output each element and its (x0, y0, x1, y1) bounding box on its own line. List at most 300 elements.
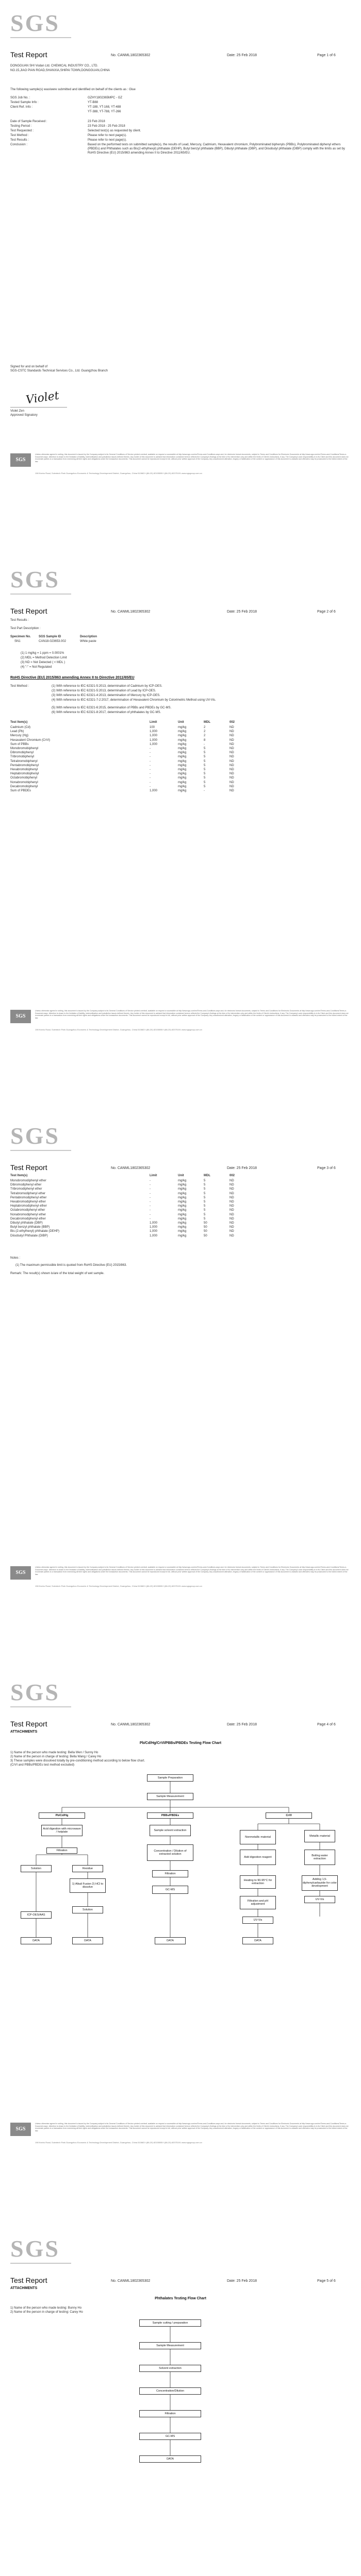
table-cell: Decabromobiphenyl (10, 785, 38, 788)
field-label: Date of Sample Received : (10, 120, 47, 123)
method-item: (1) With reference to IEC 62321-5:2013, determination of Cadmium by ICP-OES. (52, 685, 162, 688)
table-cell: 5 (204, 1188, 206, 1191)
flow-box: Boiling water extraction (304, 1850, 335, 1865)
table-cell: 1,000 (150, 1226, 158, 1229)
table-cell: - (150, 1192, 151, 1195)
table-cell: Pentabromobiphenyl (10, 764, 39, 767)
flow-box: Heating to 90-95°C for extraction (240, 1875, 276, 1889)
report-number: No. CANML1802365302 (111, 610, 151, 614)
table-cell: Dibromobiphenyl (10, 751, 34, 755)
page-2 (0, 556, 361, 1113)
flow-box: GC-MS (152, 1886, 188, 1894)
flow-box: CrVI (266, 1812, 312, 1819)
field-value: Please refer to next page(s). (88, 139, 127, 142)
table-cell: - (150, 759, 151, 763)
report-title: Test Report (10, 2276, 47, 2284)
table-cell: mg/kg (178, 1217, 187, 1221)
table-cell: ND (229, 1205, 234, 1208)
sgs-badge: SGS (10, 1566, 31, 1580)
report-title: Test Report (10, 1163, 47, 1172)
flow-box: Solution (72, 1906, 103, 1913)
table-cell: ND (229, 1222, 234, 1225)
table-header: Test Item(s) (10, 721, 28, 724)
flow-box: Nonmetallic material (240, 1830, 276, 1844)
table-cell: Dibutyl phthalate (DBP) (10, 1222, 43, 1225)
field-label: Test Results : (10, 139, 29, 142)
report-number: No. CANML1802365302 (111, 2279, 151, 2283)
footer-terms: Unless otherwise agreed in writing, this document is issued by the Company subject to its General Conditions of Service printed overleaf, available on request or accessible at http://www.sgs.com/en/Terms-and-Conditions.aspx and, for electronic format documents, subject to Terms and Conditions for Electronic Documents at http://www.sgs.com/en/Terms-and-Conditions/Terms-e-Document.aspx. Attention is drawn to the limitation of liability, indemnification and jurisdiction issues defined therein. Any holder of this document is advised that information contained hereon reflects the Company's findings at the time of its intervention only and within the limits of Client's instructions, if any. The Company's sole responsibility is to its Client and this document does not exonerate parties to a transaction from exercising all their rights and obligations under the transaction documents. This document cannot be reproduced except in full, without prior written approval of the Company. Any unauthorized alteration, forgery or falsification of the content or appearance of this document is unlawful and offenders may be prosecuted to the fullest extent of the law. (35, 1566, 349, 1575)
table-cell: Nonabromodiphenyl ether (10, 1213, 46, 1216)
signed-for: Signed for and on behalf of (10, 365, 48, 368)
method-item: (4) With reference to IEC 62321-7-2:2017, determination of Hexavalent Chromium by Colorimetric Method using UV-Vis. (52, 699, 216, 702)
table-cell: ND (229, 1217, 234, 1221)
table-cell: ND (229, 1213, 234, 1216)
field-value: GZHY1802365MPC - GZ (88, 96, 123, 99)
flow-box: Filtration (152, 1870, 188, 1877)
report-number: No. CANML1802365302 (111, 1166, 151, 1170)
sgs-badge: SGS (10, 1010, 31, 1023)
table-cell: Octabromobiphenyl (10, 776, 38, 780)
table-cell: - (150, 751, 151, 755)
table-cell: mg/kg (178, 747, 187, 750)
sgs-logo: SGS (10, 566, 60, 592)
field-label: SGS Job No. : (10, 96, 30, 99)
flow-box: Acid digestion with microwave / hotplate (41, 1825, 83, 1836)
flow-box: UV-Vis (242, 1917, 273, 1924)
flow-box: Sample Measurement (139, 2342, 201, 2349)
signature: Violet (25, 389, 60, 407)
results-label: Test Results : (10, 619, 29, 622)
table-cell: 50 (204, 1222, 207, 1225)
table-cell: mg/kg (178, 759, 187, 763)
table-cell: ND (229, 755, 234, 759)
table-cell: ND (229, 1188, 234, 1191)
footer-terms: Unless otherwise agreed in writing, this document is issued by the Company subject to its General Conditions of Service printed overleaf, available on request or accessible at http://www.sgs.com/en/Terms-and-Conditions.aspx and, for electronic format documents, subject to Terms and Conditions for Electronic Documents at http://www.sgs.com/en/Terms-and-Conditions/Terms-e-Document.aspx. Attention is drawn to the limitation of liability, indemnification and jurisdiction issues defined therein. Any holder of this document is advised that information contained hereon reflects the Company's findings at the time of its intervention only and within the limits of Client's instructions, if any. The Company's sole responsibility is to its Client and this document does not exonerate parties to a transaction from exercising all their rights and obligations under the transaction documents. This document cannot be reproduced except in full, without prior written approval of the Company. Any unauthorized alteration, forgery or falsification of the content or appearance of this document is unlawful and offenders may be prosecuted to the fullest extent of the law. (35, 1010, 349, 1019)
table-cell: - (204, 789, 205, 792)
table-cell: 100 (150, 726, 155, 729)
table-cell: mg/kg (178, 1200, 187, 1204)
table-cell: ND (229, 789, 234, 792)
field-value: 23 Feb 2018 (88, 120, 105, 123)
table-cell: ND (229, 1209, 234, 1212)
field-value: YT-388, YT-788, YT-266 (88, 110, 121, 113)
flow-box: Sample Measurement (147, 1793, 193, 1800)
table-cell: mg/kg (178, 751, 187, 755)
table-cell: - (150, 785, 151, 788)
footer-address: 198 Kezhu Road, Scientech Park Guangzhou Economic & Technology Development District, Guangzhou, China 510663 t (86-20) 82155555 f (86-20) 82075191 www.sgsgroup.com.cn (35, 1585, 202, 1587)
table-cell: - (204, 742, 205, 746)
table-cell: Hexabromodiphenyl ether (10, 1200, 46, 1204)
flow-box: UV-Vis (304, 1896, 335, 1903)
chart-note: 1) Name of the person who made testing: Bunny Ho (10, 2307, 82, 2310)
table-cell: 5 (204, 1196, 206, 1199)
table-cell: mg/kg (178, 1209, 187, 1212)
spec-cell: CAN18-023653.002 (39, 640, 67, 643)
table-header: Unit (178, 1174, 184, 1177)
table-cell: 1,000 (150, 742, 158, 746)
conclusion-text: Based on the performed tests on submitted sample(s), the results of Lead, Mercury, Cadmium, Hexavalent chromium, Polybrominated biphenyls (PBBs), Polybrominated diphenyl ethers (PBDEs) and Phthalates such as Bis(2-ethylhexyl) phthalate (DEHP), Butyl benzyl phthalate (BBP), Dibutyl phthalate (DBP), and Diisobutyl phthalate (DIBP) comply with the limits as set by RoHS Directive (EU) 2015/863 amending Annex II to Directive 2011/65/EU. (88, 143, 345, 155)
flow-box: ICP-OES/AAS (21, 1911, 52, 1919)
table-cell: 5 (204, 751, 206, 755)
page-4 (0, 1669, 361, 2226)
flow-box: Concentration / Dilution of extracted solution (147, 1844, 193, 1861)
flow-box: Filtration and pH adjustment (240, 1896, 276, 1909)
report-title: Test Report (10, 50, 47, 59)
spec-cell: SN1 (14, 640, 21, 643)
table-cell: mg/kg (178, 1183, 187, 1187)
table-cell: Octabromodiphenyl ether (10, 1209, 45, 1212)
table-cell: Tetrabromobiphenyl (10, 759, 38, 763)
flow-box: DATA (139, 2455, 201, 2463)
table-cell: 50 (204, 1226, 207, 1229)
table-cell: 2 (204, 730, 206, 734)
field-value: Please refer to next page(s). (88, 134, 127, 137)
table-cell: - (150, 747, 151, 750)
table-cell: Pentabromodiphenyl ether (10, 1196, 47, 1199)
remark: (1) 1 mg/kg = 1 ppm = 0.0001% (21, 652, 64, 655)
table-cell: Heptabromodiphenyl ether (10, 1205, 47, 1208)
table-header: Limit (150, 1174, 157, 1177)
table-cell: 1,000 (150, 1222, 158, 1225)
table-cell: Monobromodiphenyl ether (10, 1179, 46, 1182)
field-value: Selected test(s) as requested by client. (88, 129, 141, 132)
flow-box: Pb/Cd/Hg (39, 1812, 85, 1819)
table-cell: mg/kg (178, 776, 187, 780)
page-1 (0, 0, 361, 556)
flow-box: DATA (21, 1937, 52, 1944)
flow-chart-title: Phthalates Testing Flow Chart (155, 2297, 206, 2300)
table-cell: - (150, 1217, 151, 1221)
method-item: (5) With reference to IEC 62321-6:2015, determination of PBBs and PBDEs by GC-MS. (52, 706, 172, 709)
report-number: No. CANML1802365302 (111, 1723, 151, 1726)
table-cell: - (150, 1209, 151, 1212)
table-cell: Tribromobiphenyl (10, 755, 35, 759)
table-cell: Hexavalent Chromium (CrVI) (10, 738, 51, 742)
flow-box: Metallic material (304, 1830, 335, 1842)
table-cell: mg/kg (178, 781, 187, 784)
table-header: MDL (204, 721, 210, 724)
table-cell: 5 (204, 1200, 206, 1204)
remark: (2) MDL = Method Detection Limit (21, 656, 67, 659)
flow-box: Concentration/Dilution (139, 2387, 201, 2395)
client-address: NO.15,JIAO PIAN ROAD,SHANXIA,SHIPAI TOWN,DONGGUAN,CHINA (10, 69, 110, 72)
table-header: 002 (229, 721, 235, 724)
table-cell: mg/kg (178, 1213, 187, 1216)
table-cell: 5 (204, 785, 206, 788)
report-title: Test Report (10, 607, 47, 615)
notes-label: Notes : (10, 1257, 21, 1260)
table-cell: - (150, 776, 151, 780)
table-cell: mg/kg (178, 726, 187, 729)
table-cell: mg/kg (178, 755, 187, 759)
page-number: Page 4 of 6 (317, 1723, 336, 1726)
flow-box: Solvent extraction (139, 2365, 201, 2372)
flow-box: DATA (72, 1937, 103, 1944)
table-cell: mg/kg (178, 764, 187, 767)
table-cell: - (150, 1205, 151, 1208)
table-cell: ND (229, 1196, 234, 1199)
table-cell: 5 (204, 747, 206, 750)
report-date: Date: 25 Feb 2018 (227, 2279, 257, 2283)
footer-terms: Unless otherwise agreed in writing, this document is issued by the Company subject to its General Conditions of Service printed overleaf, available on request or accessible at http://www.sgs.com/en/Terms-and-Conditions.aspx and, for electronic format documents, subject to Terms and Conditions for Electronic Documents at http://www.sgs.com/en/Terms-and-Conditions/Terms-e-Document.aspx. Attention is drawn to the limitation of liability, indemnification and jurisdiction issues defined therein. Any holder of this document is advised that information contained hereon reflects the Company's findings at the time of its intervention only and within the limits of Client's instructions, if any. The Company's sole responsibility is to its Client and this document does not exonerate parties to a transaction from exercising all their rights and obligations under the transaction documents. This document cannot be reproduced except in full, without prior written approval of the Company. Any unauthorized alteration, forgery or falsification of the content or appearance of this document is unlawful and offenders may be prosecuted to the fullest extent of the law. (35, 2123, 349, 2132)
table-cell: mg/kg (178, 789, 187, 792)
part-label: Test Part Description : (10, 627, 41, 630)
report-date: Date: 25 Feb 2018 (227, 1723, 257, 1726)
flow-box: Filtration (139, 2410, 201, 2417)
chart-note: 3) These samples were dissolved totally by pre-conditioning method according to below flow chart. (10, 1759, 145, 1762)
table-cell: mg/kg (178, 1234, 187, 1238)
table-cell: mg/kg (178, 1222, 187, 1225)
table-cell: - (150, 1213, 151, 1216)
sgs-badge: SGS (10, 2123, 31, 2136)
table-cell: - (150, 1200, 151, 1204)
field-value: YT-B88 (88, 101, 99, 104)
table-header: Unit (178, 721, 184, 724)
table-cell: Mercury (Hg) (10, 734, 29, 738)
table-header: 002 (229, 1174, 235, 1177)
logo-underline (10, 37, 71, 38)
table-cell: Heptabromobiphenyl (10, 772, 39, 776)
table-cell: 1,000 (150, 738, 158, 742)
sgs-logo: SGS (10, 1679, 60, 1705)
table-cell: 5 (204, 1213, 206, 1216)
table-cell: 1,000 (150, 1230, 158, 1233)
sgs-logo: SGS (10, 2235, 60, 2262)
table-cell: 5 (204, 1179, 206, 1182)
intro-text: The following sample(s) was/were submitted and identified on behalf of the clients as : Glue (10, 88, 136, 91)
table-cell: ND (229, 785, 234, 788)
table-cell: mg/kg (178, 1205, 187, 1208)
table-cell: Butyl benzyl phthalate (BBP) (10, 1226, 50, 1229)
flow-box: 1) Alkali Fusion 2) HCl to dissolve (70, 1878, 106, 1893)
table-cell: 1,000 (150, 734, 158, 738)
flow-box: Sample solvent extraction (150, 1825, 191, 1836)
table-cell: Decabromodiphenyl ether (10, 1217, 46, 1221)
table-cell: mg/kg (178, 738, 187, 742)
page-number: Page 3 of 6 (317, 1166, 336, 1170)
table-cell: ND (229, 776, 234, 780)
method-label: Test Method : (10, 685, 29, 688)
table-cell: Diisobutyl Phthalate (DIBP) (10, 1234, 48, 1238)
footer-address: 198 Kezhu Road, Scientech Park Guangzhou Economic & Technology Development District, Guangzhou, China 510663 t (86-20) 82155555 f (86-20) 82075191 www.sgsgroup.com.cn (35, 2141, 202, 2144)
table-cell: - (150, 768, 151, 771)
flow-box: GC-MS (139, 2433, 201, 2440)
table-cell: 5 (204, 764, 206, 767)
conclusion-label: Conclusion : (10, 143, 28, 146)
flow-box: Sample Preparation (147, 1774, 193, 1782)
table-cell: mg/kg (178, 1226, 187, 1229)
table-cell: 2 (204, 734, 206, 738)
flow-box: Adding 1,5-diphenylcarbazide for color development (302, 1875, 338, 1891)
table-cell: 5 (204, 776, 206, 780)
attachments-label: ATTACHMENTS (10, 2286, 38, 2290)
chart-note: 2) Name of the person in charge of testing: Carey Ho (10, 2311, 83, 2314)
page-number: Page 2 of 6 (317, 610, 336, 614)
table-cell: ND (229, 751, 234, 755)
table-cell: 1,000 (150, 789, 158, 792)
signer-title: Approved Signatory (10, 414, 38, 417)
signer-name: Violet Zen (10, 410, 24, 413)
table-cell: mg/kg (178, 1230, 187, 1233)
field-label: Test Method : (10, 134, 29, 137)
table-header: Test Item(s) (10, 1174, 28, 1177)
table-cell: Dibromodiphenyl ether (10, 1183, 42, 1187)
remark: (4) "-" = Not Regulated (21, 666, 52, 669)
spec-header: SGS Sample ID (39, 635, 61, 638)
table-cell: 5 (204, 1209, 206, 1212)
section-title: RoHS Directive (EU) 2015/863 amending Annex II to Directive 2011/65/EU (10, 676, 135, 680)
table-cell: Tetrabromodiphenyl ether (10, 1192, 46, 1195)
table-cell: 5 (204, 1192, 206, 1195)
table-cell: ND (229, 1200, 234, 1204)
chart-note: 1) Name of the person who made testing: Bella Wen / Sunny Ho (10, 1751, 99, 1754)
flow-connectors (0, 2226, 361, 2576)
table-cell: ND (229, 781, 234, 784)
field-value: YT-188, YT-168, YT-488 (88, 106, 121, 109)
table-cell: 5 (204, 1217, 206, 1221)
flow-box: DATA (155, 1937, 186, 1944)
spec-cell: White paste (80, 640, 96, 643)
report-number: No. CANML1802365302 (111, 54, 151, 57)
table-cell: Nonabromobiphenyl (10, 781, 38, 784)
table-header: MDL (204, 1174, 210, 1177)
sgs-logo: SGS (10, 10, 60, 36)
table-cell: 8 (204, 738, 206, 742)
table-cell: 50 (204, 1234, 207, 1238)
table-cell: Hexabromobiphenyl (10, 768, 38, 771)
table-cell: ND (229, 764, 234, 767)
table-cell: ND (229, 768, 234, 771)
signed-org: SGS-CSTC Standards Technical Services Co., Ltd. Guangzhou Branch (10, 369, 108, 372)
table-cell: mg/kg (178, 1188, 187, 1191)
table-cell: - (150, 781, 151, 784)
table-cell: ND (229, 726, 234, 729)
table-cell: Cadmium (Cd) (10, 726, 31, 729)
table-cell: mg/kg (178, 1196, 187, 1199)
table-cell: - (150, 1183, 151, 1187)
signature-line (10, 407, 67, 408)
table-cell: 5 (204, 759, 206, 763)
table-cell: ND (229, 759, 234, 763)
sgs-badge: SGS (10, 453, 31, 467)
logo-underline (10, 1150, 71, 1151)
method-item: (3) With reference to IEC 62321-4:2013, determination of Mercury by ICP-OES. (52, 694, 160, 697)
flow-box: Filtration (46, 1848, 77, 1854)
table-cell: Monobromobiphenyl (10, 747, 39, 750)
spec-header: Specimen No. (10, 635, 31, 638)
table-cell: mg/kg (178, 734, 187, 738)
table-cell: 2 (204, 726, 206, 729)
client-name: DONGGUAN SHI Vodan Ltd. CHEMICAL INDUSTRY CO., LTD. (10, 64, 99, 67)
table-cell: ND (229, 772, 234, 776)
table-cell: Sum of PBDEs (10, 789, 31, 792)
report-date: Date: 25 Feb 2018 (227, 54, 257, 57)
page-3 (0, 1113, 361, 1669)
field-label: Test Requested : (10, 129, 34, 132)
table-cell: ND (229, 738, 234, 742)
table-cell: 1,000 (150, 1234, 158, 1238)
spec-header: Description (80, 635, 97, 638)
table-cell: ND (229, 747, 234, 750)
table-cell: 5 (204, 1183, 206, 1187)
table-cell: ND (229, 1226, 234, 1229)
table-cell: - (150, 1196, 151, 1199)
footer-address: 198 Kezhu Road, Scientech Park Guangzhou Economic & Technology Development District, Guangzhou, China 510663 t (86-20) 82155555 f (86-20) 82075191 www.sgsgroup.com.cn (35, 1028, 202, 1031)
method-item: (6) With reference to IEC 62321-8:2017, determination of phthalates by GC-MS. (52, 711, 161, 714)
table-cell: Lead (Pb) (10, 730, 24, 734)
page-number: Page 5 of 6 (317, 2279, 336, 2283)
table-cell: ND (229, 1179, 234, 1182)
table-cell: ND (229, 1230, 234, 1233)
field-label: Tested Sample Info : (10, 101, 39, 104)
table-cell: ND (229, 734, 234, 738)
attachments-label: ATTACHMENTS (10, 1730, 38, 1734)
table-cell: - (150, 1179, 151, 1182)
table-header: Limit (150, 721, 157, 724)
flow-box: DATA (242, 1937, 273, 1944)
table-cell: - (150, 755, 151, 759)
table-cell: mg/kg (178, 768, 187, 771)
table-cell: mg/kg (178, 730, 187, 734)
method-item: (2) With reference to IEC 62321-5:2013, determination of Lead by ICP-OES. (52, 689, 156, 692)
table-cell: ND (229, 1183, 234, 1187)
table-cell: ND (229, 1192, 234, 1195)
table-cell: 5 (204, 772, 206, 776)
report-date: Date: 25 Feb 2018 (227, 610, 257, 614)
logo-underline (10, 594, 71, 595)
table-cell: 50 (204, 1230, 207, 1233)
flow-box: Add digestion reagent (240, 1850, 276, 1865)
table-cell: ND (229, 730, 234, 734)
table-cell: mg/kg (178, 742, 187, 746)
page-number: Page 1 of 6 (317, 54, 336, 57)
sgs-logo: SGS (10, 1123, 60, 1149)
note-item: (1) The maximum permissible limit is quoted from RoHS Directive (EU) 2015/863. (15, 1264, 127, 1267)
table-cell: mg/kg (178, 1179, 187, 1182)
flow-box: Sample cutting / preparation (139, 2319, 201, 2327)
table-cell: - (150, 772, 151, 776)
table-cell: ND (229, 1234, 234, 1238)
table-cell: - (150, 1188, 151, 1191)
footer-terms: Unless otherwise agreed in writing, this document is issued by the Company subject to its General Conditions of Service printed overleaf, available on request or accessible at http://www.sgs.com/en/Terms-and-Conditions.aspx and, for electronic format documents, subject to Terms and Conditions for Electronic Documents at http://www.sgs.com/en/Terms-and-Conditions/Terms-e-Document.aspx. Attention is drawn to the limitation of liability, indemnification and jurisdiction issues defined therein. Any holder of this document is advised that information contained hereon reflects the Company's findings at the time of its intervention only and within the limits of Client's instructions, if any. The Company's sole responsibility is to its Client and this document does not exonerate parties to a transaction from exercising all their rights and obligations under the transaction documents. This document cannot be reproduced except in full, without prior written approval of the Company. Any unauthorized alteration, forgery or falsification of the content or appearance of this document is unlawful and offenders may be prosecuted to the fullest extent of the law. (35, 453, 349, 463)
table-cell: Sum of PBBs (10, 742, 29, 746)
report-title: Test Report (10, 1720, 47, 1728)
chart-note: (CrVI and PBBs/PBDEs test method excluded) (10, 1764, 75, 1767)
flow-box: Solution (21, 1865, 52, 1872)
flow-box: PBBs/PBDEs (147, 1812, 193, 1819)
page-5 (0, 2226, 361, 2576)
table-cell: mg/kg (178, 1192, 187, 1195)
report-date: Date: 25 Feb 2018 (227, 1166, 257, 1170)
remark: (3) ND = Not Detected ( < MDL ) (21, 661, 65, 664)
field-label: Client Ref. Info : (10, 106, 33, 109)
table-cell: Bis-(2-ethylhexyl) phthalate (DEHP) (10, 1230, 60, 1233)
table-cell: 5 (204, 1205, 206, 1208)
flow-chart-title: Pb/Cd/Hg/CrVI/PBBs/PBDEs Testing Flow Chart (139, 1741, 222, 1745)
table-cell: mg/kg (178, 785, 187, 788)
table-cell: - (150, 764, 151, 767)
table-cell: 5 (204, 781, 206, 784)
remark-text: Remark: The result(s) shown is/are of the total weight of wet sample. (10, 1272, 105, 1275)
table-cell: mg/kg (178, 772, 187, 776)
table-cell: 5 (204, 768, 206, 771)
flow-box: Residue (72, 1865, 103, 1872)
field-value: 23 Feb 2018 - 25 Feb 2018 (88, 125, 125, 128)
footer-address: 198 Kezhu Road, Scientech Park Guangzhou Economic & Technology Development District, Guangzhou, China 510663 t (86-20) 82155555 f (86-20) 82075191 www.sgsgroup.com.cn (35, 472, 202, 474)
field-label: Testing Period : (10, 125, 32, 128)
table-cell: 5 (204, 755, 206, 759)
table-cell: ND (229, 742, 234, 746)
